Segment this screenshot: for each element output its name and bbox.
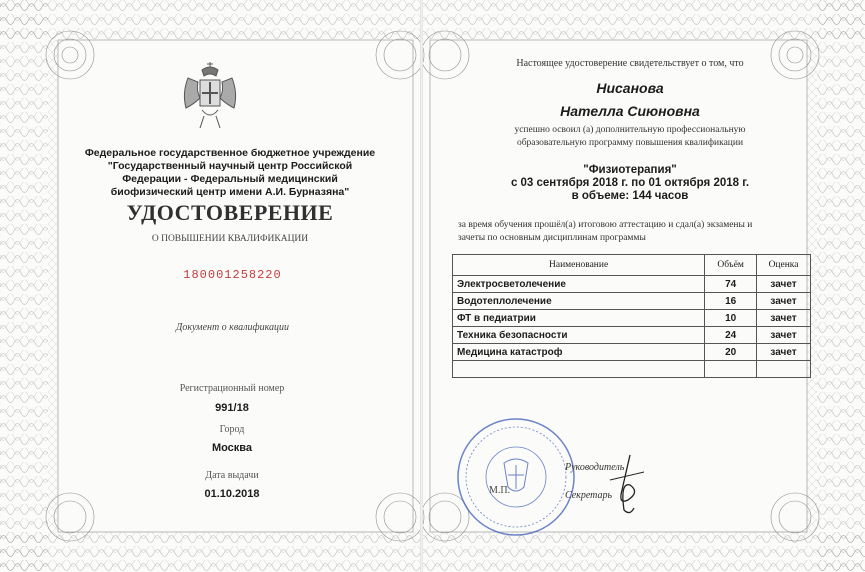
subject-grade: зачет xyxy=(757,327,811,344)
head-label: Руководитель xyxy=(565,462,625,473)
table-row xyxy=(453,327,811,344)
subject-grade: зачет xyxy=(757,276,811,293)
table-row xyxy=(453,293,811,310)
table-row xyxy=(453,310,811,327)
header-name: Наименование xyxy=(453,255,705,276)
program-name: "Физиотерапия" xyxy=(583,164,677,176)
reg-number-value: 991/18 xyxy=(215,402,249,414)
seal-place-label: М.П. xyxy=(489,485,511,496)
subject-grade: зачет xyxy=(757,310,811,327)
subject-hours: 20 xyxy=(705,344,757,361)
issue-date-label: Дата выдачи xyxy=(205,470,259,481)
subject-hours: 16 xyxy=(705,293,757,310)
subject-name: Водотеплолечение xyxy=(453,293,705,310)
document-type: Документ о квалификации xyxy=(175,322,290,333)
reg-number-label: Регистрационный номер xyxy=(179,383,285,394)
intro-text: Настоящее удостоверение свидетельствует о том, что xyxy=(516,58,744,69)
grades-table xyxy=(452,254,811,378)
table-row xyxy=(453,344,811,361)
subject-name: Электросветолечение xyxy=(453,276,705,293)
subject-name: Медицина катастроф xyxy=(453,344,705,361)
program-block xyxy=(440,164,820,203)
completion-line-1: успешно освоил (а) дополнительную профессиональную xyxy=(514,125,746,135)
document-title: УДОСТОВЕРЕНИЕ xyxy=(126,200,334,225)
completion-text xyxy=(455,124,805,150)
header-volume: Объём xyxy=(705,255,757,276)
table-row xyxy=(453,361,811,378)
holder-surname: Нисанова xyxy=(596,80,664,96)
subject-hours: 24 xyxy=(705,327,757,344)
subject-hours xyxy=(705,361,757,378)
official-stamp xyxy=(452,415,582,540)
program-volume: в объеме: 144 часов xyxy=(571,190,689,202)
subject-hours: 10 xyxy=(705,310,757,327)
holder-names: Нателла Сиюновна xyxy=(560,103,700,119)
issue-date-value: 01.10.2018 xyxy=(204,488,260,500)
signature xyxy=(600,450,660,520)
exam-line-1: за время обучения прошёл(а) итоговою аттестацию и сдал(а) экзамены и xyxy=(458,220,753,230)
exam-line-2: зачеты по основным дисциплинам программы xyxy=(458,233,646,243)
subject-hours: 74 xyxy=(705,276,757,293)
subject-name: ФТ в педиатрии xyxy=(453,310,705,327)
document-subtitle: О ПОВЫШЕНИИ КВАЛИФИКАЦИИ xyxy=(151,234,309,244)
city-label: Город xyxy=(219,424,245,435)
exam-text xyxy=(458,219,808,245)
completion-line-2: образовательную программу повышения квалификации xyxy=(516,138,744,148)
emblem-icon xyxy=(180,58,240,138)
subject-grade xyxy=(757,361,811,378)
organization-name: Федеральное государственное бюджетное учреждение "Государственный научный центр Российской Федерации - Федеральный медицинский биофизический центр имени А.И. Бурназяна" xyxy=(84,147,376,198)
table-header-row xyxy=(453,255,811,276)
header-grade: Оценка xyxy=(757,255,811,276)
subject-name: Техника безопасности xyxy=(453,327,705,344)
subject-grade: зачет xyxy=(757,293,811,310)
program-period: с 03 сентября 2018 г. по 01 октября 2018 г. xyxy=(510,177,750,189)
secretary-label: Секретарь xyxy=(565,490,613,501)
serial-number: 180001258220 xyxy=(183,268,282,282)
fold-line xyxy=(420,0,423,572)
city-value: Москва xyxy=(211,442,253,454)
subject-grade: зачет xyxy=(757,344,811,361)
table-row xyxy=(453,276,811,293)
subject-name xyxy=(453,361,705,378)
